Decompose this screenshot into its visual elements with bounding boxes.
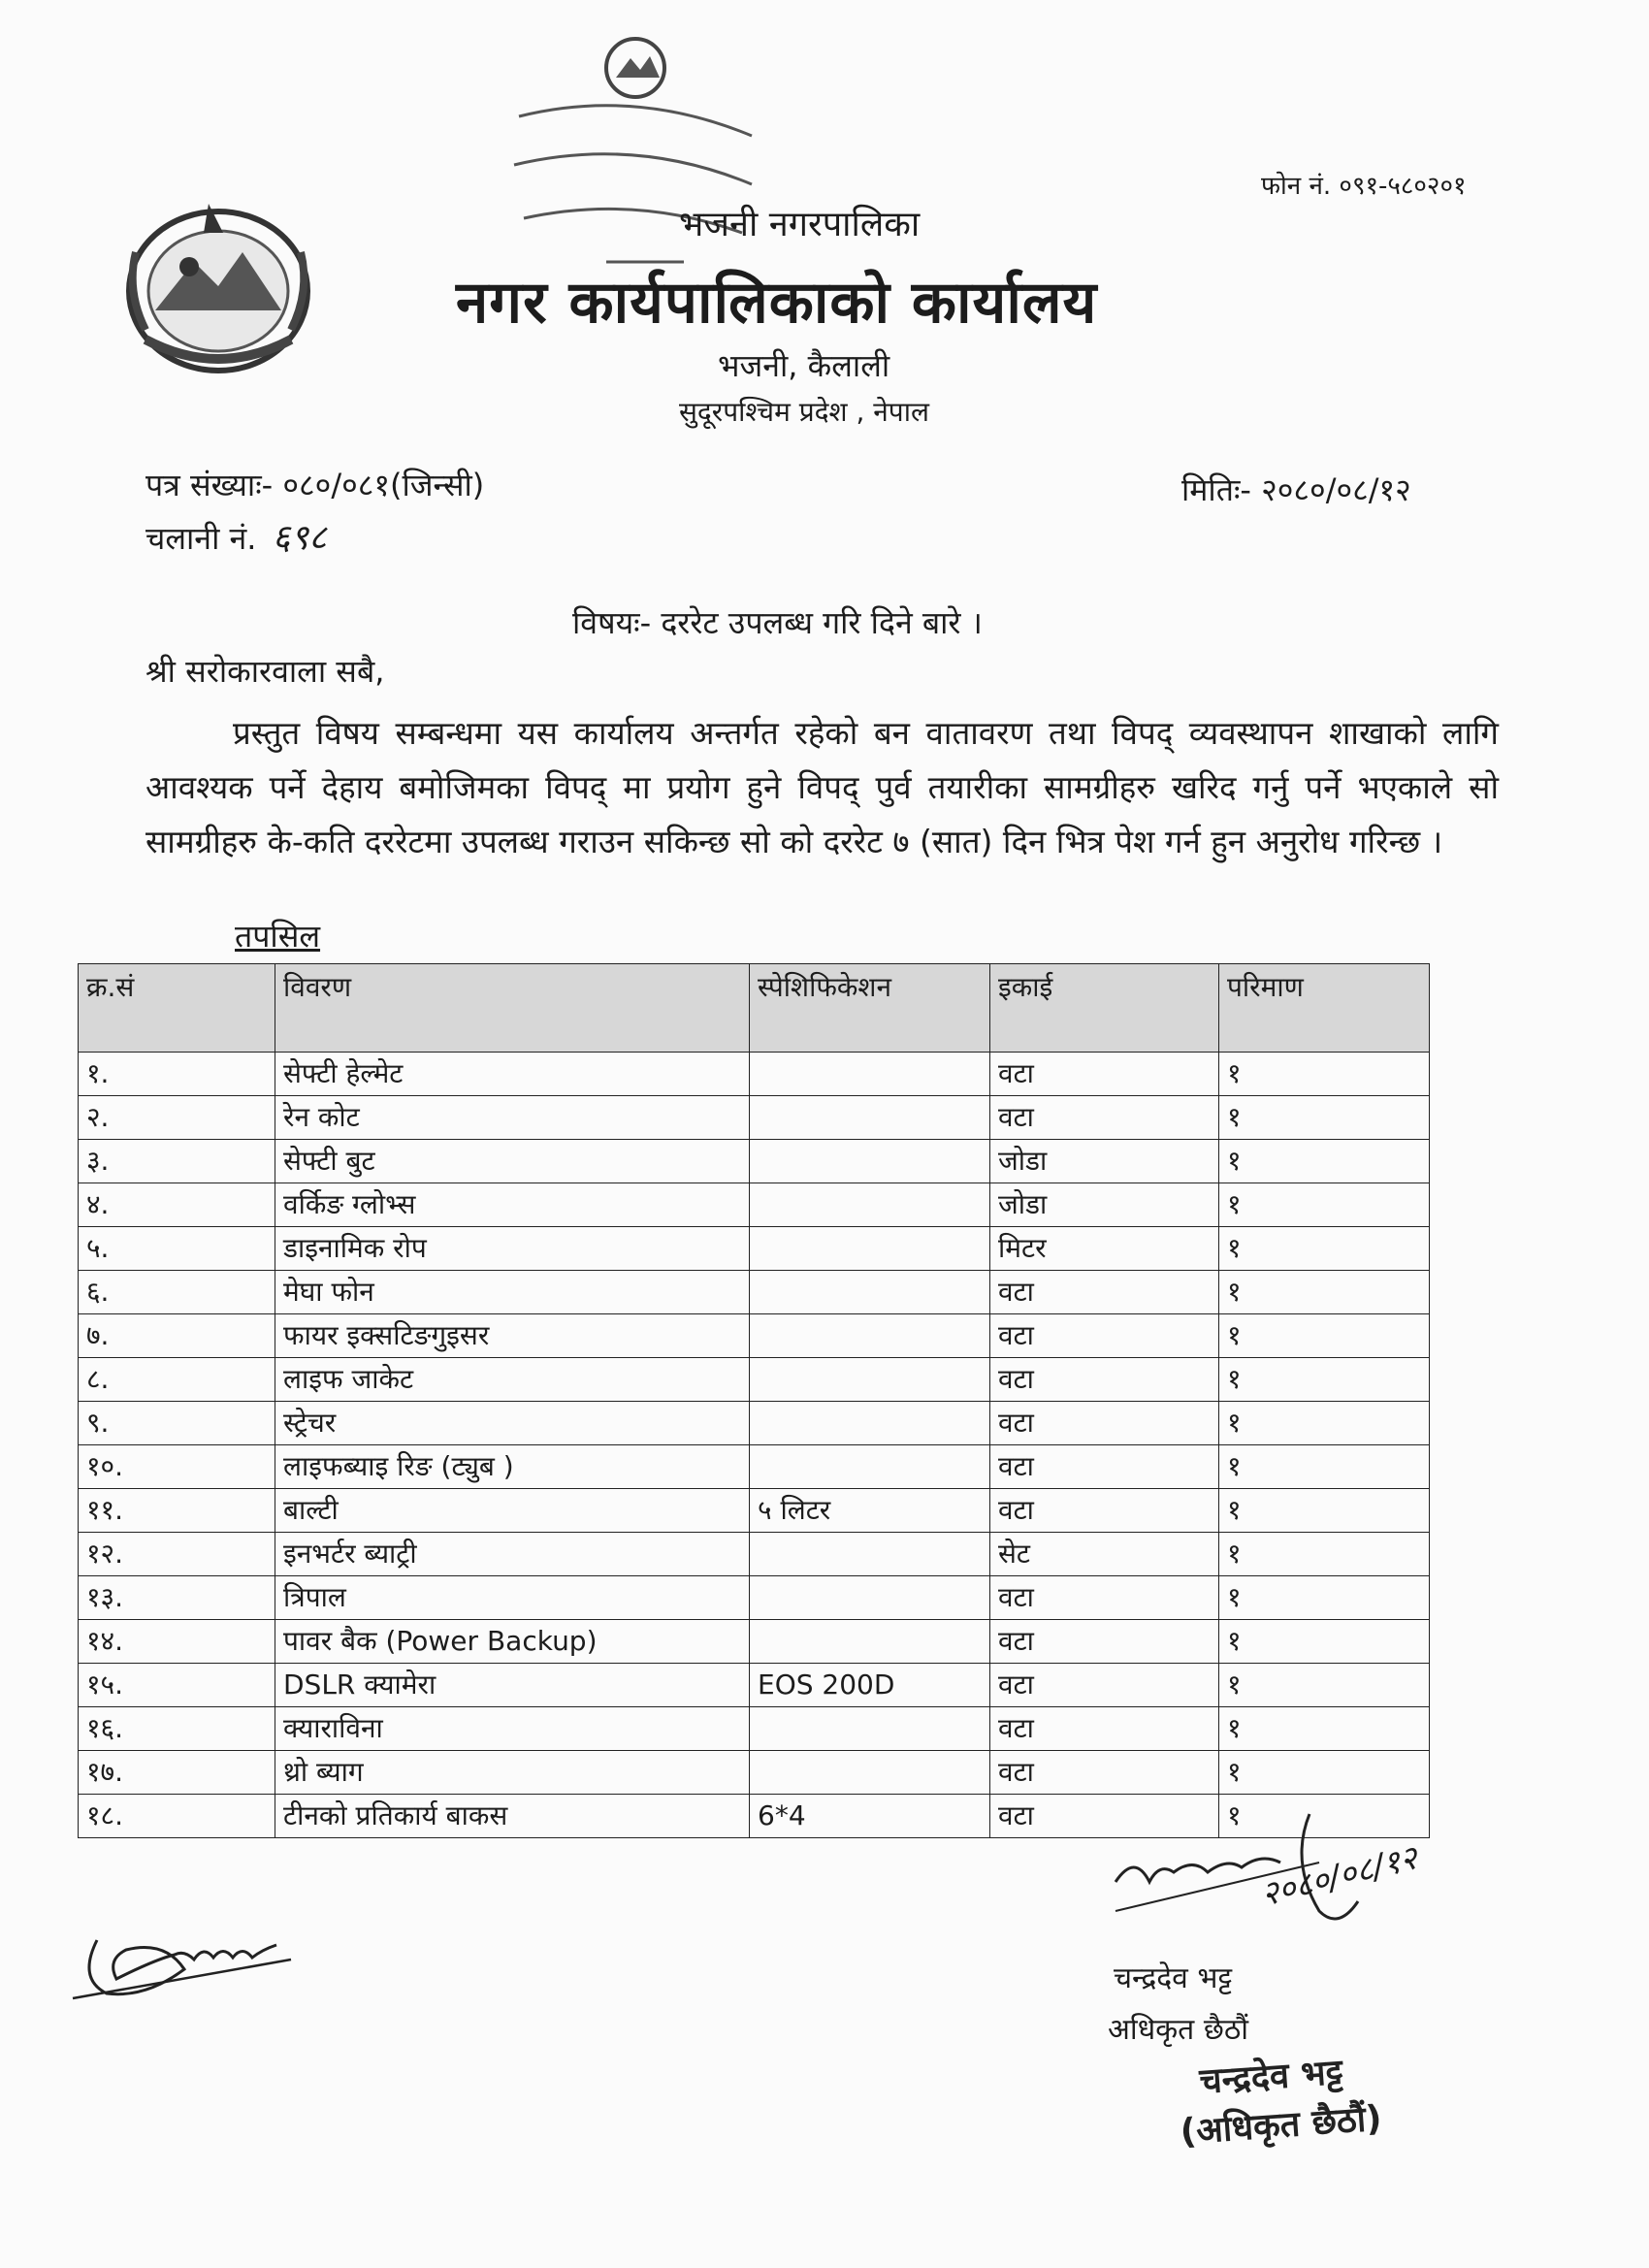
table-row <box>79 1227 1430 1271</box>
cell-serial: १८. <box>79 1795 275 1838</box>
dispatch-value: ६९८ <box>272 518 327 558</box>
cell-unit: जोडा <box>990 1140 1219 1183</box>
cell-serial: ८. <box>79 1358 275 1402</box>
table-header-row <box>79 964 1430 1053</box>
table-row <box>79 1053 1430 1096</box>
cell-serial: १४. <box>79 1620 275 1664</box>
header-serial: क्र.सं <box>79 964 275 1053</box>
cell-specification <box>750 1533 990 1576</box>
cell-unit: वटा <box>990 1271 1219 1314</box>
nepal-emblem-icon <box>116 194 320 378</box>
cell-unit: वटा <box>990 1620 1219 1664</box>
cell-serial: ४. <box>79 1183 275 1227</box>
cell-quantity: १ <box>1219 1751 1430 1795</box>
cell-serial: ११. <box>79 1489 275 1533</box>
cell-specification <box>750 1445 990 1489</box>
cell-description: डाइनामिक रोप <box>275 1227 750 1271</box>
table-row <box>79 1751 1430 1795</box>
cell-quantity: १ <box>1219 1096 1430 1140</box>
salutation: श्री सरोकारवाला सबै, <box>146 653 385 690</box>
cell-quantity: १ <box>1219 1664 1430 1707</box>
table-row <box>79 1096 1430 1140</box>
address-line-2: सुदूरपश्चिम प्रदेश , नेपाल <box>679 396 929 428</box>
cell-quantity: १ <box>1219 1358 1430 1402</box>
letter-date: मितिः- २०८०/०८/१२ <box>1181 471 1411 508</box>
cell-description: वर्किङ ग्लोभ्स <box>275 1183 750 1227</box>
cell-serial: ५. <box>79 1227 275 1271</box>
cell-unit: वटा <box>990 1489 1219 1533</box>
cell-serial: १२. <box>79 1533 275 1576</box>
address-line-1: भजनी, कैलाली <box>718 347 890 384</box>
cell-description: टीनको प्रतिकार्य बाकस <box>275 1795 750 1838</box>
cell-description: लाइफब्याइ रिङ (ट्युब ) <box>275 1445 750 1489</box>
cell-quantity: १ <box>1219 1271 1430 1314</box>
cell-specification: 6*4 <box>750 1795 990 1838</box>
cell-serial: १३. <box>79 1576 275 1620</box>
cell-specification <box>750 1183 990 1227</box>
cell-serial: ७. <box>79 1314 275 1358</box>
cell-unit: जोडा <box>990 1183 1219 1227</box>
table-row <box>79 1620 1430 1664</box>
municipality-name: भजनी नगरपालिका <box>679 205 921 244</box>
table-row <box>79 1358 1430 1402</box>
cell-unit: मिटर <box>990 1227 1219 1271</box>
cell-description: क्याराविना <box>275 1707 750 1751</box>
table-row <box>79 1402 1430 1445</box>
cell-description: लाइफ जाकेट <box>275 1358 750 1402</box>
cell-unit: वटा <box>990 1053 1219 1096</box>
signatory-name: चन्द्रदेव भट्ट <box>1114 1961 1233 1995</box>
left-signature <box>68 1901 301 2008</box>
cell-specification <box>750 1751 990 1795</box>
signatory-post: अधिकृत छैठौं <box>1108 2013 1249 2047</box>
cell-description: DSLR क्यामेरा <box>275 1664 750 1707</box>
cell-description: त्रिपाल <box>275 1576 750 1620</box>
cell-quantity: १ <box>1219 1576 1430 1620</box>
table-row <box>79 1140 1430 1183</box>
cell-serial: १६. <box>79 1707 275 1751</box>
cell-unit: वटा <box>990 1576 1219 1620</box>
cell-specification <box>750 1358 990 1402</box>
cell-specification <box>750 1140 990 1183</box>
cell-unit: वटा <box>990 1751 1219 1795</box>
cell-description: पावर बैक (Power Backup) <box>275 1620 750 1664</box>
office-title: नगर कार्यपालिकाको कार्यालय <box>456 269 1098 337</box>
cell-serial: १७. <box>79 1751 275 1795</box>
cell-specification <box>750 1314 990 1358</box>
cell-serial: २. <box>79 1096 275 1140</box>
cell-specification <box>750 1402 990 1445</box>
table-row <box>79 1533 1430 1576</box>
cell-serial: ९. <box>79 1402 275 1445</box>
cell-description: थ्रो ब्याग <box>275 1751 750 1795</box>
cell-description: स्ट्रेचर <box>275 1402 750 1445</box>
cell-specification <box>750 1053 990 1096</box>
cell-quantity: १ <box>1219 1183 1430 1227</box>
cell-quantity: १ <box>1219 1227 1430 1271</box>
schedule-label: तपसिल <box>235 918 321 955</box>
cell-specification <box>750 1707 990 1751</box>
cell-description: सेफ्टी बुट <box>275 1140 750 1183</box>
handwritten-date: २०८०/०८/१२ <box>1257 1838 1422 1915</box>
cell-unit: वटा <box>990 1358 1219 1402</box>
reference-number: पत्र संख्याः- ०८०/०८१(जिन्सी) <box>146 467 485 503</box>
cell-description: बाल्टी <box>275 1489 750 1533</box>
table-row <box>79 1445 1430 1489</box>
header-quantity: परिमाण <box>1219 964 1430 1053</box>
cell-specification <box>750 1096 990 1140</box>
cell-serial: १५. <box>79 1664 275 1707</box>
cell-quantity: १ <box>1219 1053 1430 1096</box>
cell-specification <box>750 1576 990 1620</box>
header-unit: इकाई <box>990 964 1219 1053</box>
cell-unit: वटा <box>990 1445 1219 1489</box>
cell-description: मेघा फोन <box>275 1271 750 1314</box>
cell-quantity: १ <box>1219 1314 1430 1358</box>
header-description: विवरण <box>275 964 750 1053</box>
letter-body: प्रस्तुत विषय सम्बन्धमा यस कार्यालय अन्तर्गत रहेको बन वातावरण तथा विपद् व्यवस्थापन शाखाको लागि आवश्यक पर्ने देहाय बमोजिमका विपद् मा प्रयोग हुने विपद् पुर्व तयारीका सामग्रीहरु खरिद गर्नु पर्ने भएकाले सो सामग्रीहरु के-कति दररेटमा उपलब्ध गराउन सकिन्छ सो को दररेट ७ (सात) दिन भित्र पेश गर्न हुन अनुरोध गरिन्छ । <box>146 714 1499 860</box>
stamp-post: (अधिकृत छैठौं) <box>1179 2098 1383 2153</box>
dispatch-label: चलानी नं. <box>146 520 257 557</box>
cell-quantity: १ <box>1219 1795 1430 1838</box>
cell-serial: १०. <box>79 1445 275 1489</box>
cell-unit: वटा <box>990 1795 1219 1838</box>
cell-quantity: १ <box>1219 1533 1430 1576</box>
stamp-name: चन्द्रदेव भट्ट <box>1198 2052 1344 2102</box>
cell-description: इनभर्टर ब्याट्री <box>275 1533 750 1576</box>
cell-unit: सेट <box>990 1533 1219 1576</box>
table-row <box>79 1707 1430 1751</box>
table-row <box>79 1271 1430 1314</box>
cell-serial: ६. <box>79 1271 275 1314</box>
cell-serial: १. <box>79 1053 275 1096</box>
dispatch-number <box>146 512 327 560</box>
cell-description: फायर इक्सटिङगुइसर <box>275 1314 750 1358</box>
cell-unit: वटा <box>990 1096 1219 1140</box>
cell-serial: ३. <box>79 1140 275 1183</box>
cell-unit: वटा <box>990 1402 1219 1445</box>
cell-quantity: १ <box>1219 1402 1430 1445</box>
table-row <box>79 1664 1430 1707</box>
cell-quantity: १ <box>1219 1445 1430 1489</box>
cell-description: सेफ्टी हेल्मेट <box>275 1053 750 1096</box>
cell-quantity: १ <box>1219 1707 1430 1751</box>
table-row <box>79 1576 1430 1620</box>
cell-quantity: १ <box>1219 1620 1430 1664</box>
cell-description: रेन कोट <box>275 1096 750 1140</box>
cell-unit: वटा <box>990 1664 1219 1707</box>
table-row <box>79 1489 1430 1533</box>
table-row <box>79 1314 1430 1358</box>
cell-specification <box>750 1271 990 1314</box>
cell-unit: वटा <box>990 1314 1219 1358</box>
cell-quantity: १ <box>1219 1140 1430 1183</box>
cell-specification <box>750 1620 990 1664</box>
cell-specification <box>750 1227 990 1271</box>
cell-unit: वटा <box>990 1707 1219 1751</box>
items-table <box>78 963 1430 1838</box>
header-specification: स्पेशिफिकेशन <box>750 964 990 1053</box>
cell-specification: ५ लिटर <box>750 1489 990 1533</box>
phone-number: फोन नं. ०९१-५८०२०१ <box>1261 172 1467 201</box>
letter-subject: विषयः- दररेट उपलब्ध गरि दिने बारे । <box>572 604 983 641</box>
cell-specification: EOS 200D <box>750 1664 990 1707</box>
table-row <box>79 1183 1430 1227</box>
cell-quantity: १ <box>1219 1489 1430 1533</box>
